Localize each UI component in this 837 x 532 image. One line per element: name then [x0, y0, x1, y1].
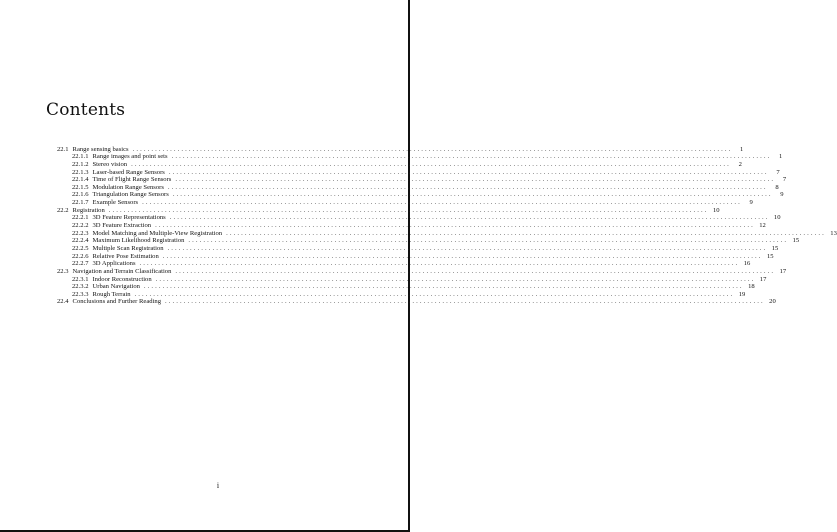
toc-entry-page: 2 — [738, 160, 742, 168]
toc-entry-subsection[interactable] — [57, 168, 780, 176]
toc-entry-subsection[interactable] — [57, 244, 779, 252]
toc-leader-dots: ................................................................................................................................................................ — [162, 252, 763, 260]
toc-entry-page: 20 — [769, 298, 776, 306]
toc-leader-dots: ................................................................................................................................................................ — [143, 283, 744, 291]
toc-leader-dots: ................................................................................................................................................................ — [167, 244, 768, 252]
toc-entry-subsection[interactable] — [57, 283, 755, 291]
toc-entry-subsection[interactable] — [57, 275, 767, 283]
toc-entry-page: 15 — [792, 237, 800, 245]
toc-leader-dots: ................................................................................................................................................................ — [132, 145, 733, 153]
toc-entry-subsection[interactable] — [57, 260, 751, 268]
toc-entry-number: 22.2 — [57, 206, 69, 214]
toc-entry-label: Indoor Reconstruction — [92, 275, 152, 283]
toc-entry-page: 19 — [738, 290, 746, 298]
toc-entry-section[interactable] — [57, 298, 776, 306]
toc-entry-label: Time of Flight Range Sensors — [92, 176, 172, 184]
toc-entry-page: 10 — [773, 214, 781, 222]
toc-entry-page: 15 — [766, 252, 774, 260]
toc-entry-subsection[interactable] — [57, 153, 783, 161]
toc-leader-dots: ................................................................................................................................................................ — [167, 183, 768, 191]
toc-leader-dots: ................................................................................................................................................................ — [155, 222, 755, 230]
toc-entry-page: 7 — [776, 168, 780, 176]
toc-entry-label: Multiple Scan Registration — [92, 244, 164, 252]
toc-leader-dots: ................................................................................................................................................................ — [131, 160, 731, 168]
toc-entry-number: 22.1.3 — [72, 168, 89, 176]
toc-entry-number: 22.2.7 — [72, 260, 89, 268]
toc-entry-label: Navigation and Terrain Classification — [72, 267, 172, 275]
toc-entry-number: 22.3 — [57, 267, 69, 275]
toc-entry-page: 10 — [712, 206, 720, 214]
toc-entry-page: 15 — [771, 244, 779, 252]
toc-entry-label: Conclusions and Further Reading — [72, 298, 162, 306]
toc-entry-page: 1 — [740, 145, 744, 153]
toc-entry-number: 22.4 — [57, 298, 69, 306]
toc-entry-number: 22.1.1 — [72, 153, 89, 161]
toc-entry-label: 3D Feature Representations — [92, 214, 166, 222]
toc-entry-label: Laser-based Range Sensors — [92, 168, 165, 176]
toc-leader-dots: ................................................................................................................................................................ — [175, 176, 776, 184]
toc-entry-page: 13 — [830, 229, 837, 237]
toc-entry-label: Example Sensors — [92, 199, 139, 207]
toc-entry-number: 22.1.5 — [72, 183, 89, 191]
toc-entry-number: 22.2.4 — [72, 237, 89, 245]
toc-entry-number: 22.2.6 — [72, 252, 89, 260]
toc-leader-dots: ................................................................................................................................................................ — [134, 290, 735, 298]
toc-entry-subsection[interactable] — [57, 183, 779, 191]
toc-entry-label: Rough Terrain — [92, 290, 131, 298]
toc-leader-dots: ................................................................................................................................................................ — [171, 153, 772, 161]
toc-entry-page: 8 — [775, 183, 779, 191]
toc-entry-section[interactable] — [57, 206, 720, 214]
toc-entry-label: 3D Feature Extraction — [92, 222, 152, 230]
toc-entry-subsection[interactable] — [57, 191, 784, 199]
toc-entry-subsection[interactable] — [57, 198, 753, 207]
toc-entry-subsection[interactable] — [57, 221, 766, 230]
toc-leader-dots: ................................................................................................................................................................ — [168, 168, 769, 176]
toc-entry-page: 18 — [748, 283, 755, 291]
toc-entry-label: Range sensing basics — [72, 145, 129, 153]
toc-entry-label: Registration — [72, 206, 105, 214]
toc-leader-dots: ................................................................................................................................................................ — [188, 237, 789, 245]
toc-entry-number: 22.1.4 — [72, 176, 89, 184]
toc-entry-number: 22.1.2 — [72, 160, 89, 168]
toc-leader-dots: ................................................................................................................................................................ — [142, 199, 742, 207]
toc-entry-section[interactable] — [57, 145, 744, 153]
toc-entry-label: Range images and point sets — [92, 153, 168, 161]
toc-entry-number: 22.1.7 — [72, 199, 89, 207]
toc-entry-page: 17 — [759, 275, 767, 283]
toc-entry-number: 22.2.2 — [72, 222, 89, 230]
toc-leader-dots: ................................................................................................................................................................ — [175, 267, 776, 275]
toc-entry-page: 9 — [780, 191, 784, 199]
toc-entry-label: Urban Navigation — [92, 283, 140, 291]
toc-entry-subsection[interactable] — [57, 160, 742, 168]
toc-entry-subsection[interactable] — [57, 252, 774, 260]
toc-entry-number: 22.1.6 — [72, 191, 89, 199]
toc-entry-label: Triangulation Range Sensors — [92, 191, 169, 199]
toc-entry-subsection[interactable] — [57, 237, 800, 245]
toc-leader-dots: ................................................................................................................................................................ — [155, 275, 756, 283]
toc-entry-page: 7 — [782, 176, 787, 184]
toc-entry-page: 17 — [779, 267, 787, 275]
toc-entry-number: 22.2.5 — [72, 244, 89, 252]
toc-leader-dots: ................................................................................................................................................................ — [226, 229, 826, 237]
toc-entry-number: 22.2.1 — [72, 214, 89, 222]
toc-entry-label: Stereo vision — [92, 160, 128, 168]
toc-entry-section[interactable] — [57, 267, 787, 275]
toc-entry-number: 22.3.2 — [72, 283, 89, 291]
toc-entry-subsection[interactable] — [57, 176, 787, 184]
toc-leader-dots: ................................................................................................................................................................ — [165, 298, 765, 306]
toc-leader-dots: ................................................................................................................................................................ — [139, 260, 740, 268]
table-of-contents — [57, 145, 837, 306]
toc-entry-subsection[interactable] — [57, 229, 837, 237]
toc-entry-number: 22.2.3 — [72, 229, 89, 237]
toc-leader-dots: ................................................................................................................................................................ — [108, 206, 709, 214]
toc-entry-label: 3D Applications — [92, 260, 136, 268]
toc-leader-dots: ................................................................................................................................................................ — [172, 191, 773, 199]
page-number: i — [216, 481, 220, 490]
toc-leader-dots: ................................................................................................................................................................ — [169, 214, 770, 222]
toc-entry-page: 1 — [779, 153, 783, 161]
toc-entry-subsection[interactable] — [57, 290, 746, 298]
toc-entry-page: 12 — [759, 222, 766, 230]
toc-entry-page: 16 — [743, 260, 751, 268]
toc-entry-number: 22.1 — [57, 145, 69, 153]
toc-entry-subsection[interactable] — [57, 214, 781, 222]
page-title: Contents — [46, 100, 126, 120]
toc-entry-number: 22.3.3 — [72, 290, 89, 298]
toc-entry-number: 22.3.1 — [72, 275, 89, 283]
toc-entry-label: Relative Pose Estimation — [92, 252, 159, 260]
toc-entry-label: Modulation Range Sensors — [92, 183, 164, 191]
toc-entry-page: 9 — [749, 199, 753, 207]
toc-entry-label: Model Matching and Multiple-View Registration — [92, 229, 223, 237]
toc-entry-label: Maximum Likelihood Registration — [92, 237, 185, 245]
